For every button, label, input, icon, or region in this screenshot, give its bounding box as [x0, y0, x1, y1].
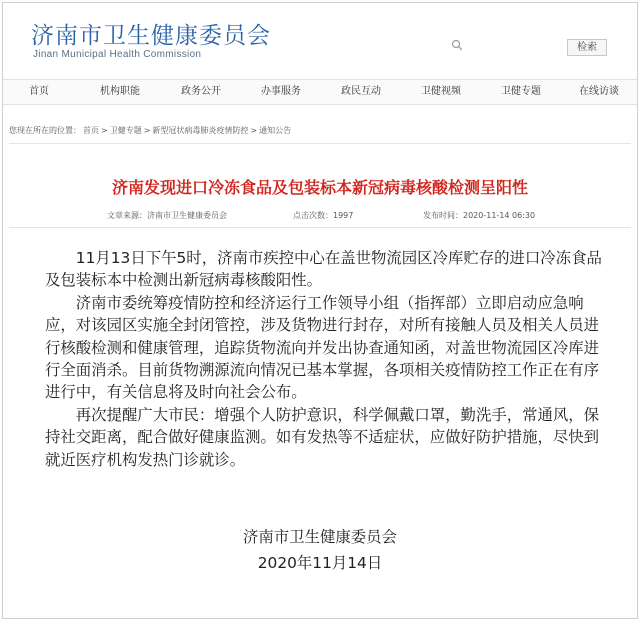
article-time — [423, 210, 535, 221]
breadcrumb-prefix: 您现在所在的位置： — [9, 126, 81, 135]
article-time-label: 发布时间： — [423, 211, 463, 220]
paragraph-line: 11月13日下午5时，济南市疾控中心在盖世物流园区冷库贮存的进口冷冻食品 — [45, 249, 602, 267]
search-button[interactable]: 检索 — [567, 39, 607, 56]
nav-item-public-affairs[interactable]: 政务公开 — [181, 86, 221, 97]
nav-item-topics[interactable]: 卫健专题 — [501, 86, 541, 97]
article-source — [107, 210, 227, 221]
signature-date: 2020年11月14日 — [257, 554, 383, 572]
page-frame — [2, 2, 638, 619]
paragraph-line: 再次提醒广大市民：增强个人防护意识，科学佩戴口罩，勤洗手，常通风，保 — [45, 405, 600, 424]
article-paragraph — [45, 404, 607, 471]
breadcrumb-item-topics[interactable]: 卫健专题 — [109, 126, 142, 135]
breadcrumb-item-covid[interactable]: 新型冠状病毒肺炎疫情防控 — [152, 126, 249, 135]
article-time-value: 2020-11-14 06:30 — [463, 211, 536, 220]
main-nav — [3, 79, 637, 105]
article-clicks — [293, 210, 353, 221]
breadcrumb-separator: > — [143, 126, 151, 135]
article-clicks-value: 1997 — [333, 211, 354, 220]
breadcrumb-separator: > — [250, 126, 258, 135]
paragraph-line: 济南市委统筹疫情防控和经济运行工作领导小组（指挥部）立即启动应急响 — [45, 293, 584, 312]
breadcrumb-item-notices[interactable]: 通知公告 — [259, 126, 292, 135]
site-header — [3, 3, 637, 73]
article-source-label: 文章来源： — [107, 211, 147, 220]
paragraph-line: 进行中，有关信息将及时向社会公布。 — [45, 383, 307, 402]
article-source-value: 济南市卫生健康委员会 — [147, 211, 227, 220]
article-body — [45, 247, 607, 471]
paragraph-line: 持社交距离，配合做好健康监测。如有发热等不适症状，应做好防护措施，尽快到 — [45, 428, 600, 447]
paragraph-line: 行核酸检测和健康管理，追踪货物流向并发出协查通知函，对盖世物流园区冷库进 — [45, 338, 600, 357]
paragraph-line: 就近医疗机构发热门诊就诊。 — [45, 450, 246, 469]
breadcrumb-item-home[interactable]: 首页 — [83, 126, 99, 135]
nav-item-interaction[interactable]: 政民互动 — [341, 86, 381, 97]
divider — [9, 227, 631, 228]
paragraph-line: 行全面消杀。目前货物溯源流向情况已基本掌握，各项相关疫情防控工作正在有序 — [45, 361, 600, 380]
paragraph-line: 应，对该园区实施全封闭管控，涉及货物进行封存，对所有接触人员及相关人员进 — [45, 316, 600, 335]
site-subtitle: Jinan Municipal Health Commission — [33, 49, 202, 60]
site-title[interactable]: 济南市卫生健康委员会 — [31, 23, 271, 49]
nav-item-functions[interactable]: 机构职能 — [100, 86, 140, 97]
signature-organization: 济南市卫生健康委员会 — [243, 528, 397, 546]
breadcrumb — [9, 125, 293, 136]
breadcrumb-separator: > — [101, 126, 108, 135]
article-paragraph — [45, 292, 607, 404]
search-icon[interactable] — [451, 39, 463, 51]
article-clicks-label: 点击次数： — [293, 211, 333, 220]
nav-item-home[interactable]: 首页 — [29, 86, 49, 97]
article-paragraph — [45, 247, 607, 292]
nav-item-interview[interactable]: 在线访谈 — [579, 86, 619, 97]
divider — [9, 143, 631, 144]
article-title: 济南发现进口冷冻食品及包装标本新冠病毒核酸检测呈阳性 — [111, 178, 528, 197]
nav-item-video[interactable]: 卫健视频 — [421, 86, 461, 97]
nav-item-services[interactable]: 办事服务 — [261, 86, 301, 97]
paragraph-line: 及包装标本中检测出新冠病毒核酸阳性。 — [45, 271, 323, 290]
